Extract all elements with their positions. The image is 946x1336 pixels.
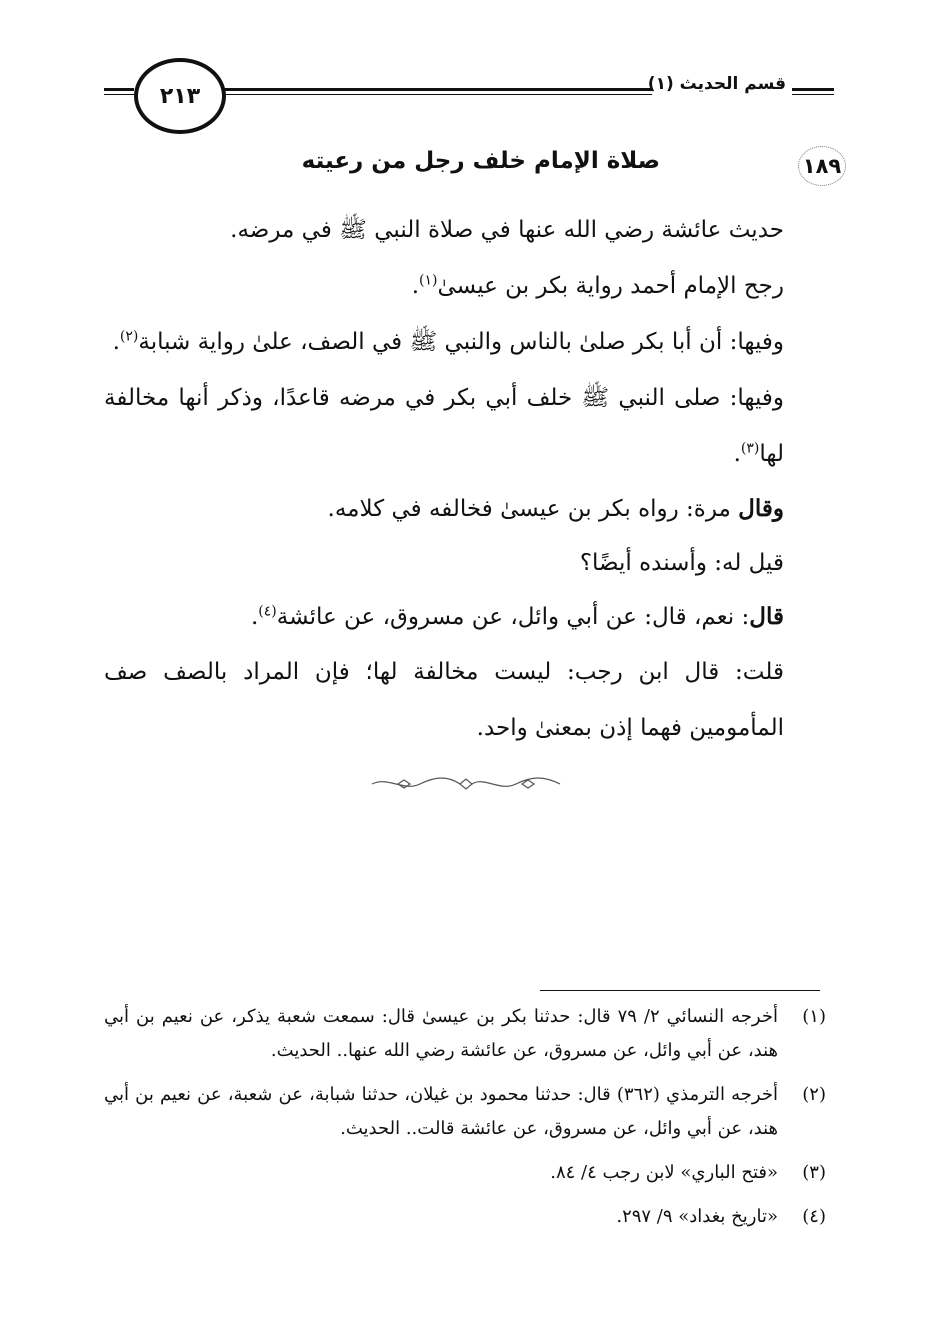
ornament-divider xyxy=(368,774,564,794)
footnotes xyxy=(104,1000,826,1244)
footnote-separator xyxy=(540,990,820,991)
chapter-title: صلاة الإمام خلف رجل من رعيته xyxy=(301,148,660,174)
footnote-ref[interactable]: (٣) xyxy=(740,440,760,457)
paragraph-hadith: حديث عائشة رضي الله عنها في صلاة النبي ﷺ في مرضه. xyxy=(230,217,784,243)
footnote-3 xyxy=(104,1156,826,1190)
running-header xyxy=(104,52,834,136)
footnote-number: (٣) xyxy=(802,1162,826,1183)
body-text xyxy=(104,202,784,756)
paragraph-seated: وفيها: صلى النبي ﷺ خلف أبي بكر في مرضه قاعدًا، وذكر أنها مخالفة لها$^{(٣)}$. xyxy=(104,385,784,467)
header-rule-middle xyxy=(222,88,652,91)
header-rule-right xyxy=(792,88,834,91)
paragraph-answer: قال: نعم، قال: عن أبي وائل، عن مسروق، عن عائشة$^{(٤)}$. xyxy=(250,603,784,630)
running-title: قسم الحديث (١) xyxy=(647,74,786,94)
chapter-heading xyxy=(104,140,846,192)
footnote-ref[interactable]: (١) xyxy=(419,272,438,289)
footnote-ref[interactable]: (٤) xyxy=(258,603,277,620)
chapter-number: ١٨٩ xyxy=(802,154,842,178)
footnote-text: أخرجه النسائي ٢/ ٧٩ قال: حدثنا بكر بن عيسىٰ قال: سمعت شعبة يذكر، عن نعيم بن أبي هند، عن أبي وائل، عن مسروق، عن عائشة رضي الله عنها.. الحديث. xyxy=(104,1006,778,1061)
page-number-badge xyxy=(134,58,226,134)
footnote-text: «تاريخ بغداد» ٩/ ٢٩٧. xyxy=(616,1206,778,1227)
footnote-ref[interactable]: (٢) xyxy=(119,328,139,345)
paragraph-ibn-rajab: قلت: قال ابن رجب: ليست مخالفة لها؛ فإن المراد بالصف صف المأمومين فهما إذن بمعنىٰ واحد. xyxy=(104,659,784,741)
footnote-text: أخرجه الترمذي (٣٦٢) قال: حدثنا محمود بن غيلان، حدثنا شبابة، عن شعبة، عن نعيم بن أبي هند، عن أبي وائل، عن مسروق، عن عائشة قالت.. الحديث. xyxy=(104,1084,778,1139)
paragraph-question: قيل له: وأسنده أيضًا؟ xyxy=(579,550,784,576)
footnote-4 xyxy=(104,1200,826,1234)
paragraph-qala-marra: وقال مرة: رواه بكر بن عيسىٰ فخالفه في كلامه. xyxy=(327,495,784,522)
chapter-number-badge xyxy=(798,146,846,186)
footnote-2 xyxy=(104,1078,826,1146)
header-rule-left xyxy=(104,88,134,91)
footnote-text: «فتح الباري» لابن رجب ٤/ ٨٤. xyxy=(550,1162,778,1183)
footnote-1 xyxy=(104,1000,826,1068)
paragraph-ahmad: رجح الإمام أحمد رواية بكر بن عيسىٰ$^{(١)}$. xyxy=(411,272,784,299)
footnote-number: (٢) xyxy=(802,1084,826,1105)
footnote-number: (١) xyxy=(802,1006,826,1027)
page-number: ٢١٣ xyxy=(159,83,201,109)
footnote-number: (٤) xyxy=(802,1206,826,1227)
paragraph-shababa: وفيها: أن أبا بكر صلىٰ بالناس والنبي ﷺ في الصف، علىٰ رواية شبابة$^{(٢)}$. xyxy=(112,328,784,355)
